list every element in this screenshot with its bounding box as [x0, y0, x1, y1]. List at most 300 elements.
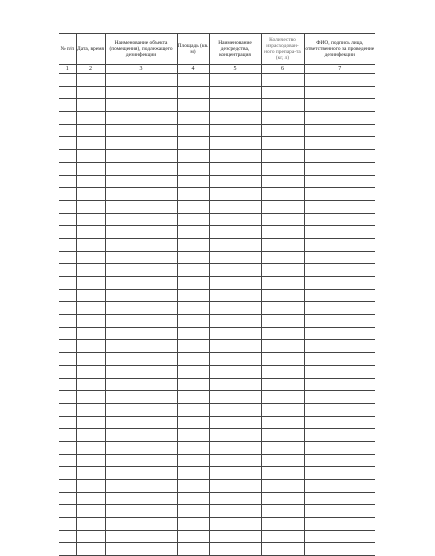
table-cell — [261, 429, 304, 442]
table-cell — [59, 277, 76, 290]
table-cell — [59, 226, 76, 239]
table-cell — [177, 150, 209, 163]
table-cell — [76, 289, 105, 302]
table-cell — [177, 302, 209, 315]
table-cell — [304, 480, 375, 493]
table-cell — [59, 518, 76, 531]
table-cell — [209, 543, 261, 556]
table-cell — [177, 391, 209, 404]
column-number: 5 — [209, 65, 261, 74]
table-cell — [261, 378, 304, 391]
table-cell — [105, 86, 177, 99]
table-row — [59, 112, 375, 125]
header-cell-area: Площадь (кв. м) — [177, 34, 209, 65]
table-cell — [105, 441, 177, 454]
table-cell — [76, 340, 105, 353]
table-cell — [209, 518, 261, 531]
table-cell — [105, 480, 177, 493]
table-cell — [105, 543, 177, 556]
table-cell — [177, 112, 209, 125]
header-cell-quantity: Количество израсходован-ного препара-та (кг, л) — [261, 34, 304, 65]
table-row — [59, 86, 375, 99]
table-row — [59, 302, 375, 315]
table-row — [59, 74, 375, 87]
table-cell — [59, 74, 76, 87]
table-cell — [105, 467, 177, 480]
table-cell — [59, 188, 76, 201]
table-row — [59, 327, 375, 340]
table-cell — [177, 454, 209, 467]
table-cell — [76, 353, 105, 366]
table-cell — [209, 238, 261, 251]
table-cell — [304, 302, 375, 315]
table-cell — [261, 365, 304, 378]
table-cell — [76, 86, 105, 99]
table-cell — [209, 340, 261, 353]
table-cell — [105, 302, 177, 315]
table-cell — [59, 391, 76, 404]
table-cell — [304, 492, 375, 505]
table-cell — [261, 289, 304, 302]
table-cell — [261, 264, 304, 277]
table-cell — [304, 277, 375, 290]
table-cell — [105, 264, 177, 277]
table-cell — [261, 302, 304, 315]
table-cell — [59, 353, 76, 366]
table-cell — [76, 454, 105, 467]
table-cell — [105, 327, 177, 340]
table-cell — [177, 416, 209, 429]
table-cell — [209, 264, 261, 277]
table-cell — [261, 480, 304, 493]
table-cell — [105, 200, 177, 213]
table-cell — [76, 264, 105, 277]
table-cell — [76, 124, 105, 137]
table-cell — [261, 340, 304, 353]
table-cell — [261, 213, 304, 226]
table-cell — [209, 277, 261, 290]
table-cell — [105, 505, 177, 518]
table-cell — [261, 112, 304, 125]
table-row — [59, 441, 375, 454]
column-number-row — [59, 65, 375, 74]
table-cell — [209, 124, 261, 137]
table-cell — [59, 454, 76, 467]
table-cell — [304, 327, 375, 340]
table-cell — [177, 340, 209, 353]
table-cell — [177, 86, 209, 99]
disinfection-journal-table — [59, 33, 375, 556]
table-cell — [304, 543, 375, 556]
table-cell — [261, 454, 304, 467]
table-cell — [209, 365, 261, 378]
table-cell — [304, 213, 375, 226]
table-cell — [304, 441, 375, 454]
table-cell — [177, 315, 209, 328]
table-cell — [76, 505, 105, 518]
table-cell — [105, 213, 177, 226]
table-row — [59, 403, 375, 416]
table-cell — [304, 162, 375, 175]
table-cell — [177, 175, 209, 188]
table-cell — [304, 124, 375, 137]
table-cell — [177, 353, 209, 366]
table-cell — [105, 403, 177, 416]
table-cell — [76, 277, 105, 290]
table-cell — [59, 175, 76, 188]
table-cell — [209, 289, 261, 302]
table-row — [59, 429, 375, 442]
table-cell — [76, 467, 105, 480]
table-row — [59, 416, 375, 429]
table-cell — [304, 200, 375, 213]
table-row — [59, 264, 375, 277]
table-cell — [177, 543, 209, 556]
table-cell — [261, 327, 304, 340]
table-row — [59, 454, 375, 467]
header-cell-responsible: ФИО, подпись лица, ответственного за проведение дезинфекции — [304, 34, 375, 65]
table-row — [59, 188, 375, 201]
table-cell — [209, 86, 261, 99]
table-cell — [209, 226, 261, 239]
table-cell — [177, 99, 209, 112]
table-cell — [59, 492, 76, 505]
table-cell — [105, 150, 177, 163]
table-cell — [304, 518, 375, 531]
table-cell — [177, 518, 209, 531]
table-cell — [59, 327, 76, 340]
table-cell — [209, 480, 261, 493]
table-cell — [304, 289, 375, 302]
table-cell — [209, 416, 261, 429]
header-cell-disinfectant: Наименование дезсредства, концентрация — [209, 34, 261, 65]
table-cell — [59, 86, 76, 99]
table-cell — [76, 175, 105, 188]
table-cell — [209, 467, 261, 480]
table-cell — [209, 429, 261, 442]
table-cell — [304, 365, 375, 378]
table-cell — [304, 99, 375, 112]
table-row — [59, 150, 375, 163]
table-cell — [76, 137, 105, 150]
table-cell — [209, 391, 261, 404]
table-row — [59, 289, 375, 302]
table-cell — [261, 124, 304, 137]
table-cell — [76, 315, 105, 328]
table-row — [59, 99, 375, 112]
table-cell — [209, 200, 261, 213]
table-cell — [59, 124, 76, 137]
table-cell — [105, 226, 177, 239]
table-cell — [261, 467, 304, 480]
table-cell — [59, 403, 76, 416]
table-cell — [59, 429, 76, 442]
table-cell — [177, 162, 209, 175]
table-cell — [177, 429, 209, 442]
table-cell — [177, 441, 209, 454]
table-cell — [304, 112, 375, 125]
table-cell — [177, 327, 209, 340]
table-cell — [76, 416, 105, 429]
table-cell — [177, 480, 209, 493]
table-cell — [59, 264, 76, 277]
table-cell — [304, 505, 375, 518]
table-cell — [76, 74, 105, 87]
table-cell — [261, 238, 304, 251]
table-row — [59, 492, 375, 505]
table-cell — [209, 353, 261, 366]
table-cell — [59, 251, 76, 264]
table-cell — [261, 200, 304, 213]
table-cell — [304, 429, 375, 442]
table-cell — [76, 441, 105, 454]
table-cell — [76, 302, 105, 315]
table-cell — [105, 251, 177, 264]
journal-page — [59, 33, 375, 556]
table-cell — [261, 416, 304, 429]
table-cell — [177, 226, 209, 239]
table-cell — [105, 162, 177, 175]
table-row — [59, 480, 375, 493]
table-cell — [76, 213, 105, 226]
table-cell — [76, 200, 105, 213]
table-cell — [59, 543, 76, 556]
table-cell — [59, 302, 76, 315]
table-cell — [209, 213, 261, 226]
table-cell — [59, 340, 76, 353]
table-cell — [105, 315, 177, 328]
table-row — [59, 518, 375, 531]
table-row — [59, 200, 375, 213]
table-cell — [105, 289, 177, 302]
table-cell — [59, 505, 76, 518]
table-cell — [209, 137, 261, 150]
column-number: 3 — [105, 65, 177, 74]
table-cell — [304, 74, 375, 87]
table-cell — [261, 188, 304, 201]
table-cell — [209, 454, 261, 467]
table-cell — [76, 391, 105, 404]
table-cell — [261, 543, 304, 556]
table-cell — [304, 391, 375, 404]
column-number: 7 — [304, 65, 375, 74]
table-cell — [105, 416, 177, 429]
table-row — [59, 277, 375, 290]
table-cell — [209, 188, 261, 201]
table-cell — [76, 429, 105, 442]
table-cell — [76, 162, 105, 175]
journal-body — [59, 74, 375, 556]
table-row — [59, 251, 375, 264]
table-cell — [304, 416, 375, 429]
table-cell — [76, 378, 105, 391]
table-cell — [209, 505, 261, 518]
table-cell — [105, 137, 177, 150]
table-cell — [209, 492, 261, 505]
table-cell — [261, 162, 304, 175]
table-cell — [209, 315, 261, 328]
table-row — [59, 365, 375, 378]
table-cell — [105, 188, 177, 201]
table-cell — [304, 238, 375, 251]
table-cell — [105, 124, 177, 137]
table-cell — [76, 188, 105, 201]
header-cell-number: № п/п — [59, 34, 76, 65]
table-cell — [261, 86, 304, 99]
table-cell — [177, 264, 209, 277]
table-cell — [59, 315, 76, 328]
table-cell — [304, 340, 375, 353]
table-cell — [261, 74, 304, 87]
table-cell — [177, 277, 209, 290]
table-cell — [261, 505, 304, 518]
table-row — [59, 162, 375, 175]
table-cell — [177, 505, 209, 518]
table-cell — [261, 391, 304, 404]
table-cell — [304, 226, 375, 239]
table-cell — [209, 251, 261, 264]
table-cell — [261, 403, 304, 416]
table-cell — [105, 378, 177, 391]
table-cell — [76, 226, 105, 239]
table-cell — [304, 137, 375, 150]
table-cell — [261, 518, 304, 531]
column-number: 4 — [177, 65, 209, 74]
table-cell — [59, 112, 76, 125]
table-cell — [59, 99, 76, 112]
table-row — [59, 315, 375, 328]
table-cell — [105, 365, 177, 378]
table-cell — [105, 277, 177, 290]
table-cell — [209, 175, 261, 188]
table-cell — [261, 277, 304, 290]
table-cell — [105, 429, 177, 442]
table-cell — [76, 518, 105, 531]
table-cell — [59, 441, 76, 454]
table-cell — [304, 454, 375, 467]
table-row — [59, 467, 375, 480]
table-cell — [76, 327, 105, 340]
table-cell — [105, 74, 177, 87]
table-cell — [209, 150, 261, 163]
table-cell — [304, 378, 375, 391]
table-cell — [209, 302, 261, 315]
table-cell — [177, 378, 209, 391]
table-cell — [261, 137, 304, 150]
table-cell — [76, 112, 105, 125]
table-cell — [209, 403, 261, 416]
table-cell — [177, 251, 209, 264]
table-cell — [76, 492, 105, 505]
table-cell — [261, 315, 304, 328]
table-cell — [105, 353, 177, 366]
table-cell — [177, 467, 209, 480]
table-row — [59, 175, 375, 188]
table-cell — [59, 480, 76, 493]
table-cell — [209, 441, 261, 454]
table-cell — [261, 251, 304, 264]
table-cell — [261, 175, 304, 188]
table-cell — [261, 226, 304, 239]
table-cell — [304, 264, 375, 277]
table-cell — [209, 327, 261, 340]
table-row — [59, 378, 375, 391]
table-cell — [304, 403, 375, 416]
table-row — [59, 543, 375, 556]
table-cell — [59, 365, 76, 378]
table-cell — [76, 251, 105, 264]
table-cell — [105, 340, 177, 353]
table-row — [59, 124, 375, 137]
table-row — [59, 391, 375, 404]
header-row — [59, 34, 375, 65]
header-cell-object: Наименование объекта (помещения), подлежащего дезинфекции — [105, 34, 177, 65]
table-cell — [209, 162, 261, 175]
table-cell — [105, 175, 177, 188]
table-cell — [177, 492, 209, 505]
table-cell — [105, 492, 177, 505]
table-cell — [304, 467, 375, 480]
column-number: 2 — [76, 65, 105, 74]
table-cell — [76, 150, 105, 163]
table-cell — [76, 365, 105, 378]
table-cell — [177, 200, 209, 213]
table-cell — [209, 74, 261, 87]
table-cell — [261, 150, 304, 163]
header-cell-date: Дата, время — [76, 34, 105, 65]
table-cell — [76, 403, 105, 416]
table-cell — [59, 200, 76, 213]
table-cell — [59, 150, 76, 163]
table-cell — [59, 162, 76, 175]
table-cell — [59, 416, 76, 429]
table-row — [59, 340, 375, 353]
table-cell — [209, 112, 261, 125]
table-row — [59, 353, 375, 366]
table-cell — [209, 99, 261, 112]
table-cell — [304, 86, 375, 99]
table-cell — [304, 315, 375, 328]
column-number: 6 — [261, 65, 304, 74]
table-cell — [76, 480, 105, 493]
table-cell — [105, 99, 177, 112]
table-cell — [177, 365, 209, 378]
table-cell — [59, 213, 76, 226]
table-cell — [76, 99, 105, 112]
table-cell — [76, 238, 105, 251]
table-cell — [177, 213, 209, 226]
table-cell — [177, 238, 209, 251]
table-cell — [209, 378, 261, 391]
table-cell — [304, 175, 375, 188]
table-cell — [304, 251, 375, 264]
table-cell — [59, 378, 76, 391]
table-row — [59, 137, 375, 150]
table-row — [59, 213, 375, 226]
table-cell — [261, 441, 304, 454]
table-cell — [177, 289, 209, 302]
table-cell — [177, 188, 209, 201]
table-cell — [177, 74, 209, 87]
table-row — [59, 238, 375, 251]
table-cell — [59, 467, 76, 480]
table-cell — [177, 137, 209, 150]
column-number: 1 — [59, 65, 76, 74]
table-cell — [59, 289, 76, 302]
table-cell — [76, 543, 105, 556]
table-cell — [59, 137, 76, 150]
table-cell — [105, 454, 177, 467]
